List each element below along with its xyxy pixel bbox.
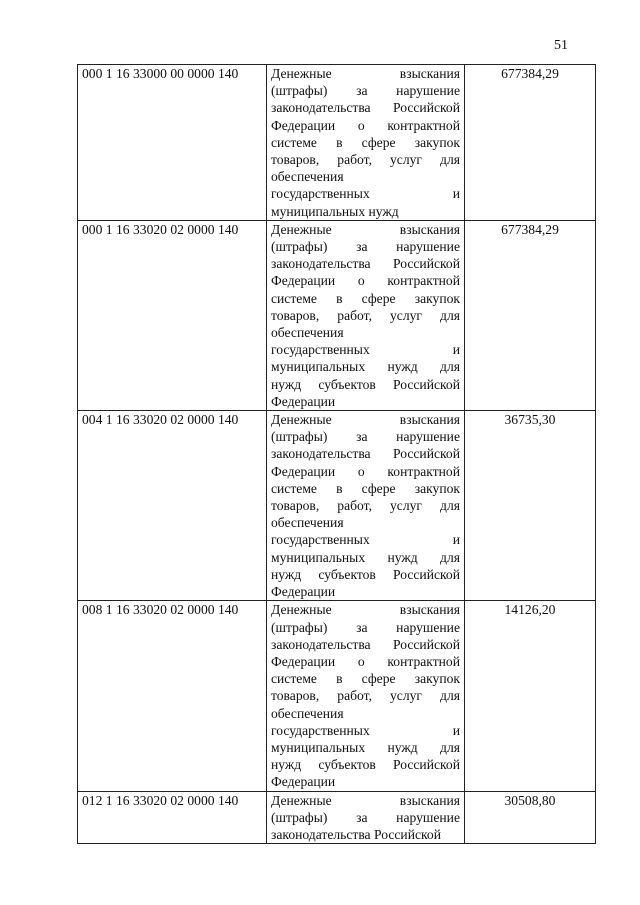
description-line: законодательства Российской <box>271 100 460 116</box>
description-line: Федерации <box>271 774 336 790</box>
amount-cell: 677384,29 <box>465 220 596 410</box>
description-line: товаров, работ, услуг для <box>271 688 460 704</box>
description-line: законодательства Российской <box>271 256 460 272</box>
table-row <box>78 411 596 601</box>
description-line: (штрафы) за нарушение <box>271 83 460 99</box>
amount-cell: 36735,30 <box>465 411 596 601</box>
budget-table <box>77 64 596 844</box>
description-line: товаров, работ, услуг для <box>271 307 460 323</box>
budget-code-cell: 012 1 16 33020 02 0000 140 <box>78 791 267 844</box>
description-line: товаров, работ, услуг для <box>271 152 460 168</box>
description-line: обеспечения <box>271 705 344 721</box>
description-line: законодательства Российской <box>271 636 460 652</box>
budget-code-cell: 000 1 16 33020 02 0000 140 <box>78 220 267 410</box>
description-line: муниципальных нужд для <box>271 549 460 565</box>
description-line: муниципальных нужд <box>271 203 399 219</box>
description-line: муниципальных нужд для <box>271 739 460 755</box>
description-line: системе в сфере закупок <box>271 671 460 687</box>
table-row <box>78 791 596 844</box>
description-line: государственных и <box>271 186 460 202</box>
table-row <box>78 65 596 221</box>
description-line: нужд субъектов Российской <box>271 376 460 392</box>
table-row <box>78 220 596 410</box>
description-line: (штрафы) за нарушение <box>271 809 460 825</box>
description-line: Денежные взыскания <box>271 221 460 237</box>
description-line: Денежные взыскания <box>271 66 460 81</box>
description-line: нужд субъектов Российской <box>271 566 460 582</box>
description-cell <box>267 411 465 601</box>
description-cell <box>267 791 465 844</box>
description-cell <box>267 601 465 791</box>
description-line: Денежные взыскания <box>271 412 460 428</box>
description-line: (штрафы) за нарушение <box>271 619 460 635</box>
description-line: Федерации о контрактной <box>271 653 460 669</box>
description-line: государственных и <box>271 722 460 738</box>
description-line: обеспечения <box>271 325 344 341</box>
description-line: Денежные взыскания <box>271 602 460 618</box>
description-line: Федерации о контрактной <box>271 463 460 479</box>
description-line: товаров, работ, услуг для <box>271 498 460 514</box>
table-row <box>78 601 596 791</box>
page-number: 51 <box>554 38 568 53</box>
description-line: Федерации <box>271 584 336 600</box>
description-line: Денежные взыскания <box>271 792 460 808</box>
amount-cell: 14126,20 <box>465 601 596 791</box>
description-line: обеспечения <box>271 515 344 531</box>
description-line: Федерации о контрактной <box>271 273 460 289</box>
description-line: (штрафы) за нарушение <box>271 429 460 445</box>
description-line: муниципальных нужд для <box>271 359 460 375</box>
budget-code-cell: 008 1 16 33020 02 0000 140 <box>78 601 267 791</box>
description-line: обеспечения <box>271 169 344 185</box>
description-line: Федерации <box>271 393 336 409</box>
budget-table-body <box>78 65 596 844</box>
budget-code-cell: 004 1 16 33020 02 0000 140 <box>78 411 267 601</box>
amount-cell: 30508,80 <box>465 791 596 844</box>
description-line: системе в сфере закупок <box>271 290 460 306</box>
description-line: нужд субъектов Российской <box>271 757 460 773</box>
description-line: законодательства Российской <box>271 446 460 462</box>
description-line: государственных и <box>271 532 460 548</box>
description-line: Федерации о контрактной <box>271 117 460 133</box>
description-line: законодательства Российской <box>271 826 441 842</box>
description-line: (штрафы) за нарушение <box>271 239 460 255</box>
description-cell <box>267 220 465 410</box>
description-line: системе в сфере закупок <box>271 480 460 496</box>
description-line: государственных и <box>271 342 460 358</box>
budget-code-cell: 000 1 16 33000 00 0000 140 <box>78 65 267 221</box>
description-cell <box>267 65 465 221</box>
amount-cell: 677384,29 <box>465 65 596 221</box>
description-line: системе в сфере закупок <box>271 134 460 150</box>
